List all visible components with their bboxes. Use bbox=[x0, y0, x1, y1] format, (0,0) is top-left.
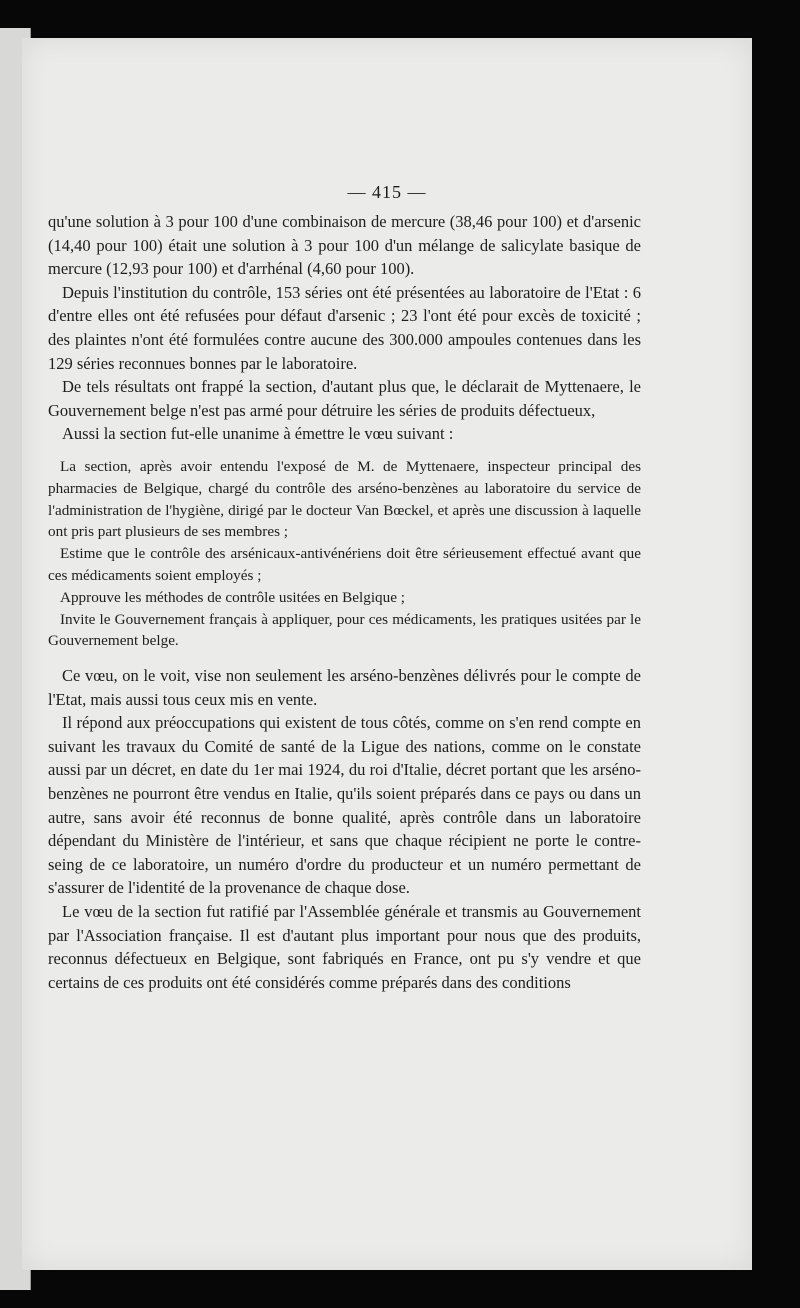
quote-paragraph: La section, après avoir entendu l'exposé de M. de Myttenaere, inspecteur principal des pharmacies de Belgique, chargé du contrôle des arséno-benzènes au laboratoire du service de l'administration de l'hygiène, dirigé par le docteur Van Bœckel, et après une discussion à laquelle ont pris part plusieurs de ses membres ; bbox=[48, 457, 641, 541]
paragraph: Depuis l'institution du contrôle, 153 séries ont été présentées au laboratoire de l'Etat : 6 d'entre elles ont été refusées pour défaut d'arsenic ; 23 l'ont été pour excès de toxicité ; des plaintes n'ont été formulées contre aucune des 300.000 ampoules contenues dans les 129 séries reconnues bonnes par le laboratoire. bbox=[48, 282, 641, 373]
book-page bbox=[22, 38, 752, 1270]
page-number: — 415 — bbox=[347, 182, 427, 202]
paragraph: De tels résultats ont frappé la section, d'autant plus que, le déclarait de Myttenaere, le Gouvernement belge n'est pas armé pour détruire les séries de produits défectueux, bbox=[48, 377, 641, 420]
quote-paragraph: Approuve les méthodes de contrôle usitées en Belgique ; bbox=[60, 588, 406, 606]
paragraph: Il répond aux préoccupations qui existent de tous côtés, comme on s'en rend compte en suivant les travaux du Comité de santé de la Ligue des nations, comme on le constate aussi par un décret, en date du 1er mai 1924, du roi d'Italie, décret portant que les arséno-benzènes ne pourront être vendus en Italie, qu'ils soient préparés dans ce pays ou dans un autre, sans avoir été reconnus de bonne qualité, après contrôle dans un laboratoire dépendant du Ministère de l'intérieur, et sans que chaque récipient ne porte le contre-seing de ce laboratoire, un numéro d'ordre du producteur et un numéro permettant de s'assurer de l'identité de la provenance de chaque dose. bbox=[48, 713, 641, 898]
paragraph: Le vœu de la section fut ratifié par l'Assemblée générale et transmis au Gouvernement par l'Association française. Il est d'autant plus important pour nous que des produits, reconnus défectueux en Belgique, sont fabriqués en France, ont pu s'y vendre et que certains de ces produits ont été considérés comme préparés dans des conditions bbox=[48, 902, 641, 992]
quote-paragraph: Estime que le contrôle des arsénicaux-antivénériens doit être sérieusement effectué avant que ces médicaments soient employés ; bbox=[48, 545, 641, 584]
resolution-quote bbox=[48, 456, 641, 652]
quote-paragraph: Invite le Gouvernement français à appliquer, pour ces médicaments, les pratiques usitées par le Gouvernement belge. bbox=[48, 610, 641, 650]
body-text bbox=[48, 210, 641, 994]
paragraph: Ce vœu, on le voit, vise non seulement les arséno-benzènes délivrés pour le compte de l'Etat, mais aussi tous ceux mis en vente. bbox=[48, 666, 641, 709]
paragraph: qu'une solution à 3 pour 100 d'une combinaison de mercure (38,46 pour 100) et d'arsenic (14,40 pour 100) était une solution à 3 pour 100 d'un mélange de salicylate basique de mercure (12,93 pour 100) et d'arrhénal (4,60 pour 100). bbox=[48, 212, 641, 279]
paragraph: Aussi la section fut-elle unanime à émettre le vœu suivant : bbox=[62, 424, 454, 444]
lower-section bbox=[48, 664, 641, 994]
